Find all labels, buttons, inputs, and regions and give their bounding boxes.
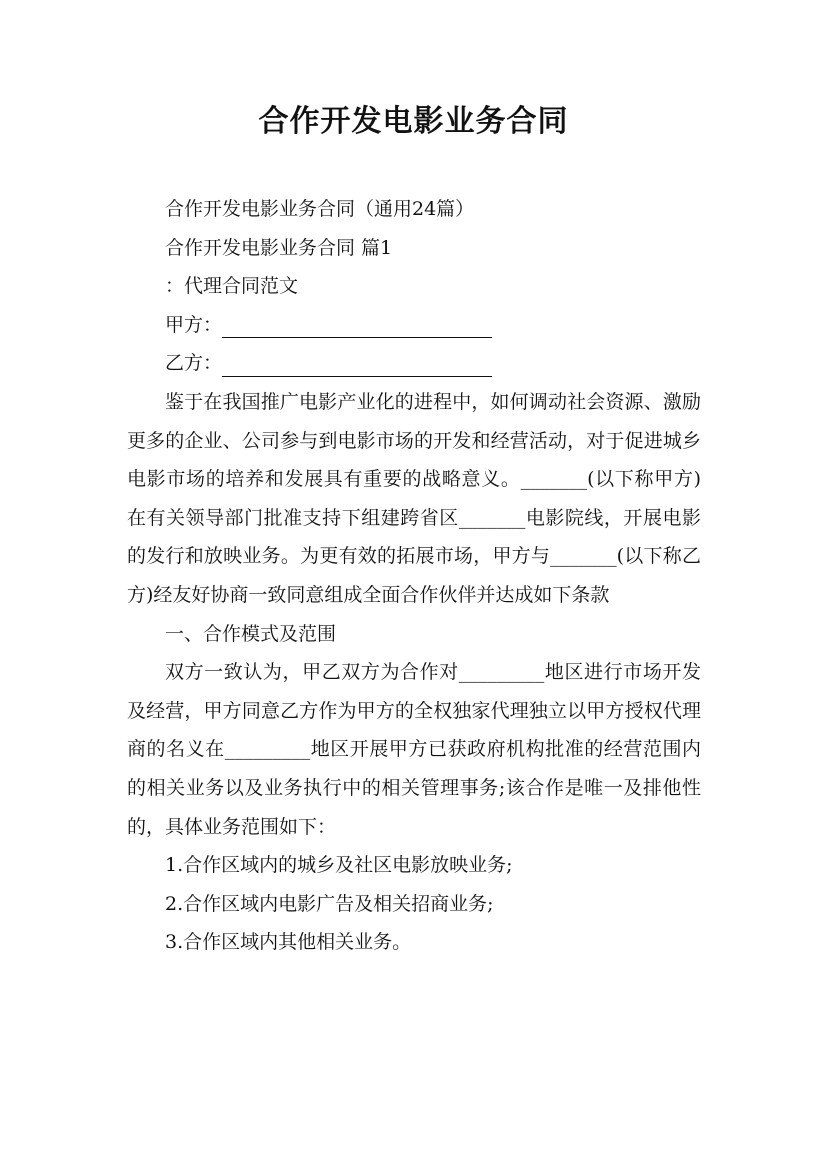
list-item: 2.合作区域内电影广告及相关招商业务; [165,892,494,915]
list-item: 3.合作区域内其他相关业务。 [165,931,412,954]
section-heading: 一、合作模式及范围 [165,622,337,645]
party-b-row [127,344,701,383]
contract-type-line: ：代理合同范文 [165,275,299,298]
party-b-label: 乙方： [165,352,223,375]
section-body-paragraph: 双方一致认为，甲乙双方为合作对_________地区进行市场开发及经营，甲方同意乙方作为甲方的全权独家代理独立以甲方授权代理商的名义在_________地区开展甲方已获政府机构批准的经营范围内的相关业务以及业务执行中的相关管理事务;该合作是唯一及排他性的，具体业务范围如下： [127,661,701,838]
party-a-label: 甲方： [165,313,223,336]
list-item: 1.合作区域内的城乡及社区电影放映业务; [165,854,513,877]
subtitle-line: 合作开发电影业务合同（通用24篇） [165,198,475,220]
document-body [127,190,701,962]
article-heading: 合作开发电影业务合同 篇1 [165,236,393,259]
party-a-blank [222,315,492,338]
document-title: 合作开发电影业务合同 [258,104,569,139]
party-a-row [127,306,701,345]
preamble-paragraph: 鉴于在我国推广电影产业化的进程中，如何调动社会资源、激励更多的企业、公司参与到电影市场的开发和经营活动，对于促进城乡电影市场的培养和发展具有重要的战略意义。_______(以下称甲方)在有关领导部门批准支持下组建跨省区_______电影院线，开展电影的发行和放映业务。为更有效的拓展市场，甲方与_______(以下称乙方)经友好协商一致同意组成全面合作伙伴并达成如下条款 [127,390,701,606]
party-b-blank [222,354,492,377]
